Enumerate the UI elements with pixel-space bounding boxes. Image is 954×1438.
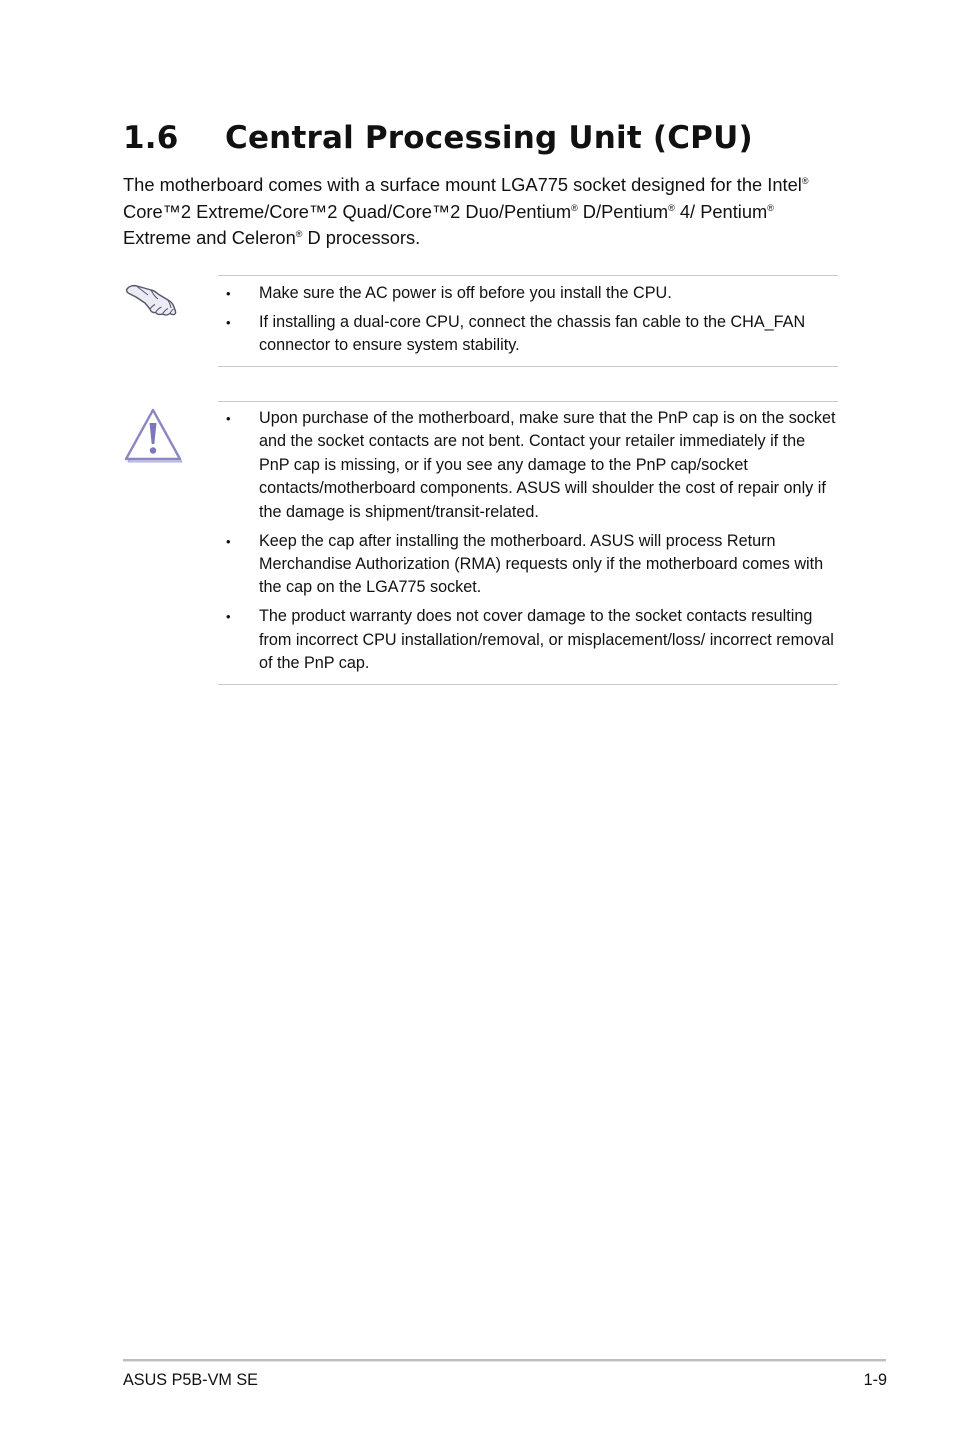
list-item bbox=[218, 530, 838, 600]
section-heading bbox=[123, 116, 753, 160]
caution-list bbox=[218, 407, 838, 676]
intro-text: Extreme and Celeron bbox=[123, 227, 296, 248]
note-item-text: Make sure the AC power is off before you install the CPU. bbox=[259, 284, 672, 302]
registered-mark: ® bbox=[295, 229, 303, 239]
section-title: Central Processing Unit (CPU) bbox=[225, 120, 753, 156]
warning-triangle-icon bbox=[122, 406, 184, 464]
registered-mark: ® bbox=[767, 202, 774, 213]
list-item bbox=[218, 282, 838, 305]
intro-text: D processors. bbox=[302, 227, 421, 248]
intro-text: The motherboard comes with a surface mount LGA775 socket designed for the Intel bbox=[123, 174, 802, 195]
footer-divider bbox=[123, 1359, 886, 1362]
intro-paragraph bbox=[123, 172, 835, 252]
intro-text: Core™2 Extreme/Core™2 Quad/Core™2 Duo/Pentium bbox=[123, 200, 572, 222]
caution-item-text: Upon purchase of the motherboard, make sure that the PnP cap is on the socket and the socket contacts are not bent. Contact your retailer immediately if the PnP cap is missing, or if you see any damage to the PnP cap/socket contacts/motherboard components. ASUS will shoulder the cost of repair only if the damage is shipment/transit-related. bbox=[259, 409, 836, 521]
bullet: • bbox=[226, 533, 231, 549]
bullet: • bbox=[226, 411, 231, 426]
registered-mark: ® bbox=[571, 202, 578, 213]
caution-item-text: The product warranty does not cover damage to the socket contacts resulting from incorrect CPU installation/removal, or misplacement/loss/ incorrect removal of the PnP cap. bbox=[259, 607, 834, 673]
bullet: • bbox=[226, 315, 231, 330]
list-item bbox=[218, 407, 838, 524]
note-list bbox=[218, 282, 838, 358]
bullet: • bbox=[226, 609, 231, 625]
footer-product-name: ASUS P5B-VM SE bbox=[123, 1371, 258, 1389]
footer-page-number: 1-9 bbox=[863, 1371, 887, 1389]
intro-text: D/Pentium bbox=[577, 200, 669, 222]
bullet: • bbox=[226, 286, 231, 301]
note-item-text: If installing a dual-core CPU, connect the chassis fan cable to the CHA_FAN connector to ensure system stability. bbox=[259, 313, 806, 355]
registered-mark: ® bbox=[801, 176, 809, 186]
note-box bbox=[218, 275, 838, 367]
caution-box bbox=[218, 401, 838, 685]
registered-mark: ® bbox=[668, 202, 675, 213]
section-number: 1.6 bbox=[123, 120, 179, 156]
caution-item-text: Keep the cap after installing the motherboard. ASUS will process Return Merchandise Authorization (RMA) requests only if the motherboard comes with the cap on the LGA775 socket. bbox=[259, 531, 824, 597]
pointing-hand-icon bbox=[124, 278, 180, 320]
list-item bbox=[218, 311, 838, 358]
intro-text: 4/ Pentium bbox=[674, 200, 768, 222]
list-item bbox=[218, 605, 838, 675]
